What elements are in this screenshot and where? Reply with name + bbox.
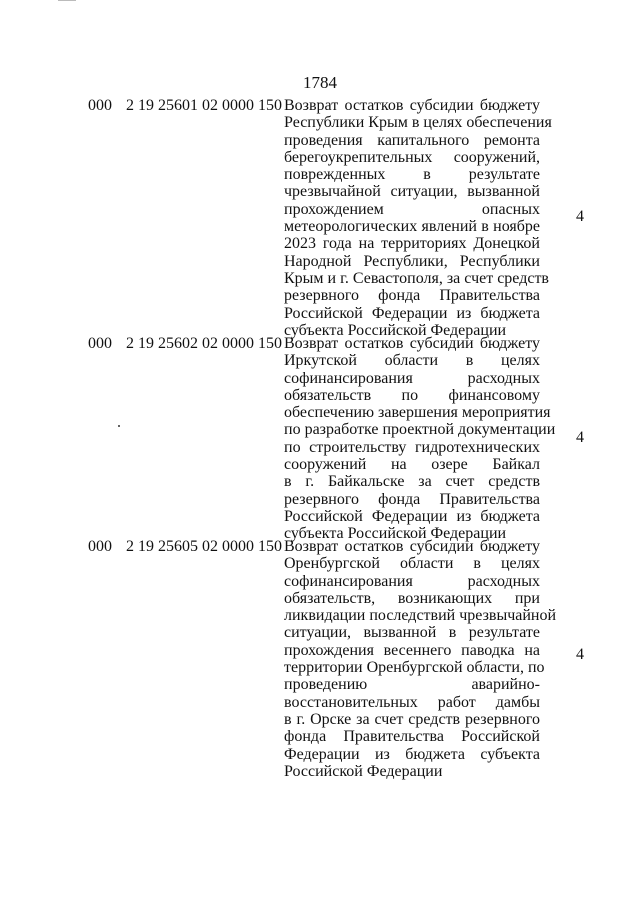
page-number: 1784 [303, 73, 337, 92]
description-line: по разработке проектной документации [284, 421, 556, 439]
budget-classification-code: 2 19 25602 02 0000 150 [126, 335, 282, 352]
income-description [284, 97, 552, 339]
description-line: Возврат остатков субсидии бюджету [284, 538, 540, 555]
income-description [284, 335, 556, 543]
description-line: Российской Федерации из бюджета [284, 507, 540, 525]
description-line: резервного фонда Правительства [284, 287, 540, 305]
scan-artifact-dot [118, 425, 120, 427]
description-line: Федерации из бюджета субъекта [284, 745, 540, 763]
description-line: прохождением опасных [284, 200, 540, 218]
description-line: обязательств по финансовому [284, 386, 540, 404]
description-line: ситуации, вызванной в результате [284, 624, 540, 642]
description-line: Оренбургской области в целях [284, 555, 540, 573]
description-line: Иркутской области в целях [284, 352, 540, 370]
description-line: прохождения весеннего паводка на [284, 641, 540, 659]
description-line: Народной Республики, Республики [284, 252, 540, 270]
description-line: Республики Крым в целях обеспечения [284, 114, 552, 132]
description-line: фонда Правительства Российской [284, 728, 540, 746]
description-line: Крым и г. Севастополя, за счет средств [284, 269, 549, 287]
admin-code: 000 [88, 538, 112, 555]
scan-edge-mark [58, 0, 76, 1]
description-line: чрезвычайной ситуации, вызванной [284, 183, 540, 201]
description-line: поврежденных в результате [284, 166, 540, 184]
description-line: субъекта Российской Федерации [284, 525, 507, 543]
description-line: в г. Орске за счет средств резервного [284, 710, 540, 728]
description-line: 2023 года на территориях Донецкой [284, 235, 540, 253]
admin-code: 000 [88, 335, 112, 352]
amount-value: 4 [576, 208, 584, 225]
description-line: восстановительных работ дамбы [284, 693, 540, 711]
budget-classification-code: 2 19 25601 02 0000 150 [126, 97, 282, 114]
description-line: по строительству гидротехнических [284, 438, 540, 456]
budget-classification-code: 2 19 25605 02 0000 150 [126, 538, 282, 555]
description-line: софинансирования расходных [284, 572, 540, 590]
admin-code: 000 [88, 97, 112, 114]
description-line: ликвидации последствий чрезвычайной [284, 607, 557, 625]
description-line: проведения капитального ремонта [284, 131, 540, 149]
description-line: резервного фонда Правительства [284, 490, 540, 508]
description-line: Возврат остатков субсидии бюджету [284, 97, 540, 114]
amount-value: 4 [576, 646, 584, 663]
description-line: обеспечению завершения мероприятия [284, 404, 551, 422]
description-line: проведению аварийно- [284, 676, 540, 694]
description-line: Российской Федерации из бюджета [284, 304, 540, 322]
description-line: софинансирования расходных [284, 369, 540, 387]
description-line: метеорологических явлений в ноябре [284, 218, 540, 236]
description-line: сооружений на озере Байкал [284, 456, 540, 474]
description-line: Возврат остатков субсидии бюджету [284, 335, 540, 352]
description-line: в г. Байкальске за счет средств [284, 473, 540, 491]
description-line: территории Оренбургской области, по [284, 659, 545, 677]
description-line: субъекта Российской Федерации [284, 321, 507, 339]
description-line: обязательств, возникающих при [284, 589, 540, 607]
income-description [284, 538, 557, 780]
amount-value: 4 [576, 429, 584, 446]
description-line: Российской Федерации [284, 762, 443, 780]
description-line: берегоукрепительных сооружений, [284, 148, 540, 166]
